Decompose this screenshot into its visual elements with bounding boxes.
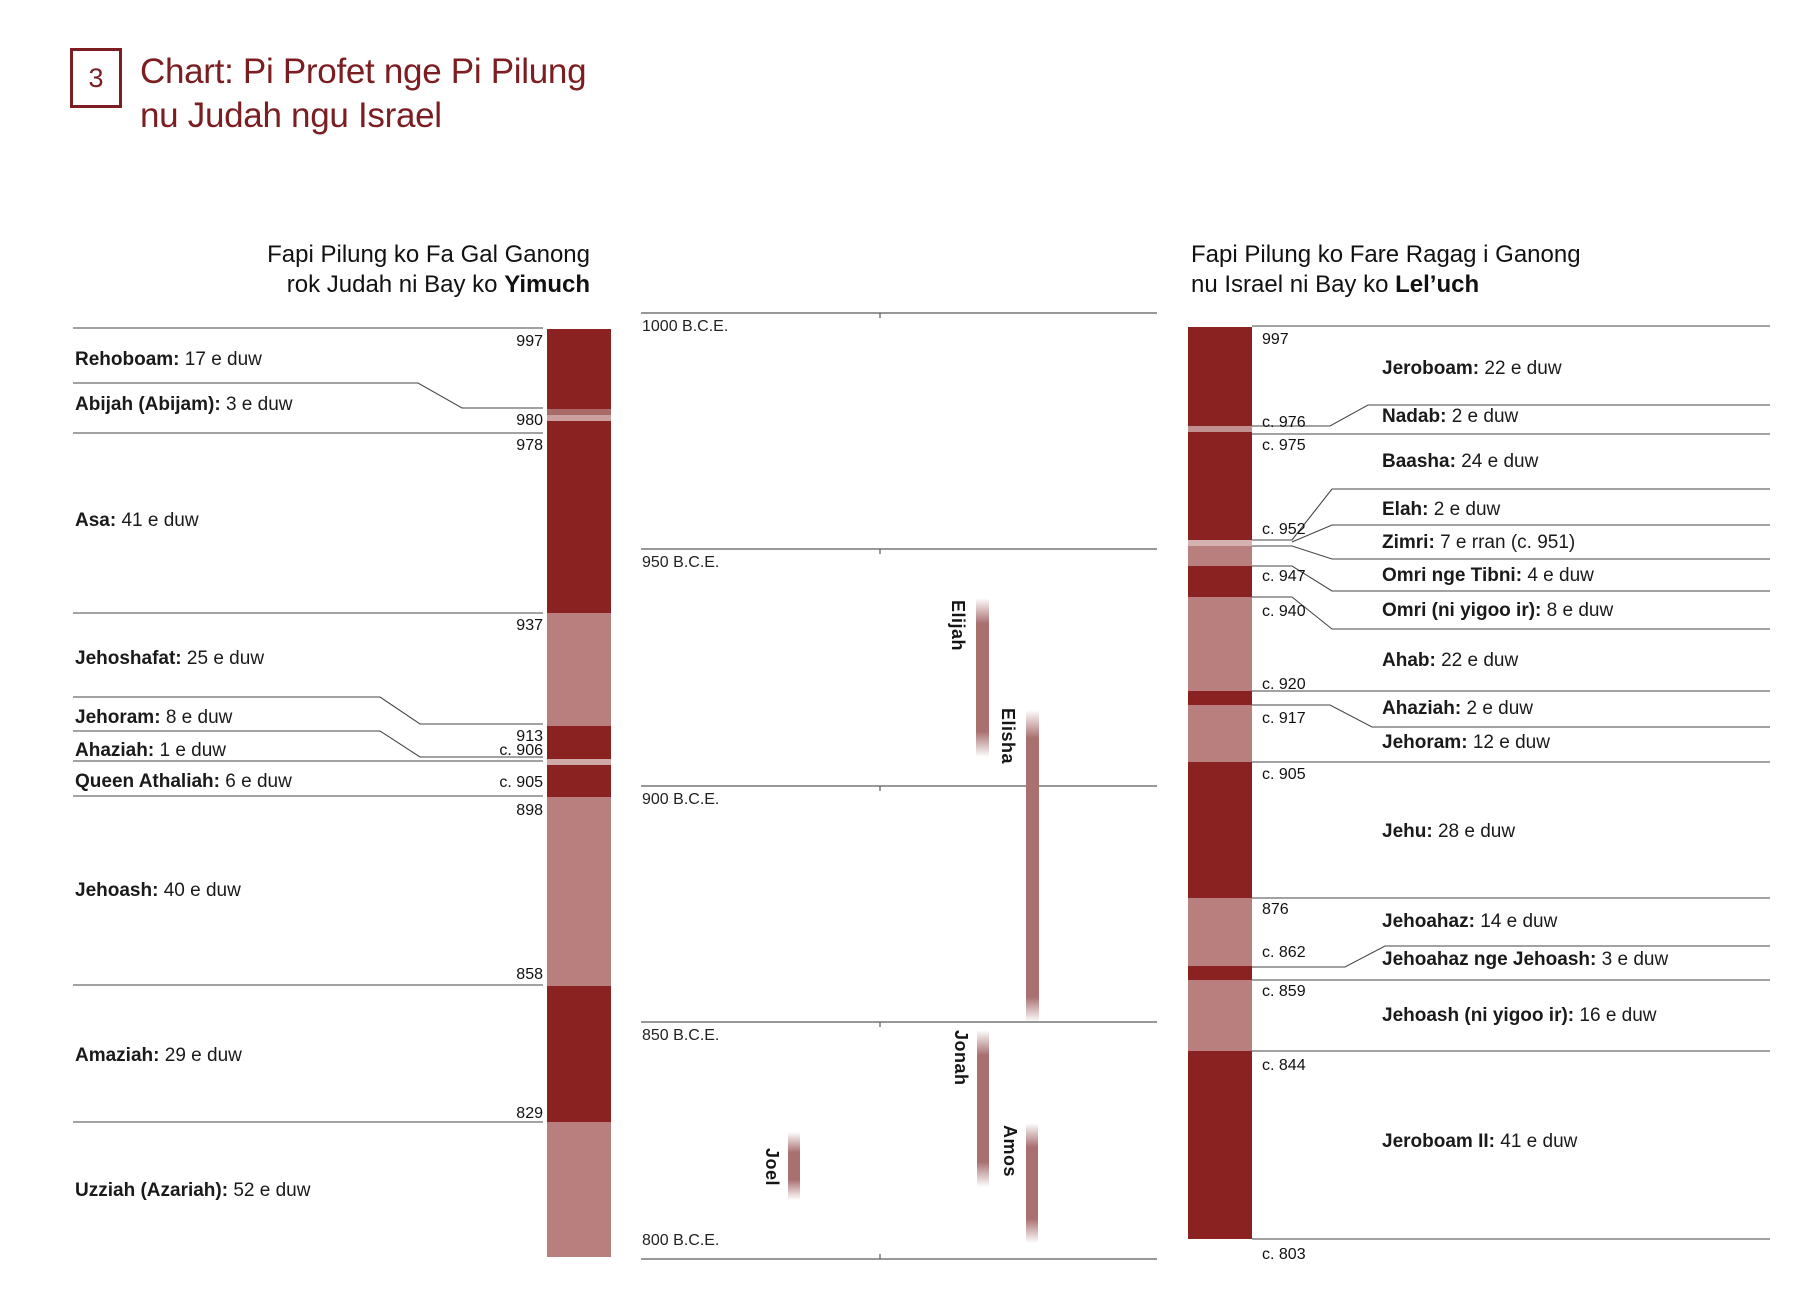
israel-king-nadab: Nadab: 2 e duw	[1382, 406, 1519, 427]
judah-band-rehoboam	[547, 329, 611, 409]
israel-year-952: c. 952	[1262, 521, 1306, 538]
israel-band-jeroboam	[1188, 327, 1252, 426]
judah-band-jehoshafat	[547, 613, 611, 726]
judah-year-905: c. 905	[499, 774, 543, 791]
judah-king-rehoboam: Rehoboam: 17 e duw	[75, 349, 262, 370]
judah-band-amaziah	[547, 986, 611, 1122]
prophet-bar-elijah	[976, 598, 989, 757]
israel-header-line1: Fapi Pilung ko Fare Ragag i Ganong	[1191, 241, 1581, 268]
judah-year-829: 829	[516, 1105, 543, 1122]
judah-year-858: 858	[516, 966, 543, 983]
israel-year-905: c. 905	[1262, 766, 1306, 783]
israel-year-975: c. 975	[1262, 437, 1306, 454]
prophet-label-amos: Amos	[1000, 1125, 1020, 1178]
timeline-label-1000: 1000 B.C.E.	[642, 318, 729, 335]
israel-king-omri-tibni: Omri nge Tibni: 4 e duw	[1382, 565, 1594, 586]
page-title-line1: Chart: Pi Profet nge Pi Pilung	[140, 52, 587, 91]
israel-band-omri-tibni	[1188, 546, 1252, 566]
israel-year-920: c. 920	[1262, 676, 1306, 693]
judah-band-jehoash	[547, 797, 611, 986]
timeline-rules	[641, 313, 1157, 1259]
israel-band-omri	[1188, 566, 1252, 597]
israel-band-jehoash	[1188, 980, 1252, 1051]
israel-year-844: c. 844	[1262, 1057, 1306, 1074]
israel-king-jeroboam: Jeroboam: 22 e duw	[1382, 358, 1562, 379]
judah-reign-bar	[547, 329, 611, 1257]
israel-year-862: c. 862	[1262, 944, 1306, 961]
judah-band-athaliah	[547, 765, 611, 797]
judah-header-line2: rok Judah ni Bay ko Yimuch	[286, 271, 590, 298]
timeline-label-850: 850 B.C.E.	[642, 1027, 720, 1044]
israel-king-jeroboam-ii: Jeroboam II: 41 e duw	[1382, 1131, 1578, 1152]
prophet-bar-amos	[1026, 1123, 1038, 1243]
prophet-bar-elisha	[1026, 710, 1039, 1022]
judah-band-jehoram	[547, 726, 611, 759]
israel-year-803: c. 803	[1262, 1246, 1306, 1263]
judah-king-asa: Asa: 41 e duw	[75, 510, 199, 531]
judah-year-997: 997	[516, 333, 543, 350]
judah-header-line1: Fapi Pilung ko Fa Gal Ganong	[267, 241, 590, 268]
israel-band-baasha	[1188, 432, 1252, 540]
israel-king-jehoahaz-nge-jehoash: Jehoahaz nge Jehoash: 3 e duw	[1382, 949, 1669, 970]
timeline-label-900: 900 B.C.E.	[642, 791, 720, 808]
israel-header-line2: nu Israel ni Bay ko Lel’uch	[1191, 271, 1480, 298]
judah-year-898: 898	[516, 802, 543, 819]
israel-band-ahaziah	[1188, 691, 1252, 705]
israel-king-jehoahaz: Jehoahaz: 14 e duw	[1382, 911, 1558, 932]
judah-band-asa	[547, 421, 611, 613]
israel-year-947: c. 947	[1262, 568, 1306, 585]
judah-year-906: c. 906	[499, 742, 543, 759]
israel-king-ahaziah: Ahaziah: 2 e duw	[1382, 698, 1534, 719]
prophet-bar-joel	[788, 1132, 800, 1200]
israel-band-ahab	[1188, 597, 1252, 691]
prophet-label-elisha: Elisha	[998, 708, 1018, 765]
judah-year-980: 980	[516, 412, 543, 429]
israel-year-976: c. 976	[1262, 414, 1306, 431]
israel-king-ahab: Ahab: 22 e duw	[1382, 650, 1519, 671]
israel-band-jeroboam-ii	[1188, 1051, 1252, 1239]
timeline-label-800: 800 B.C.E.	[642, 1232, 720, 1249]
israel-year-940: c. 940	[1262, 603, 1306, 620]
judah-king-ahaziah: Ahaziah: 1 e duw	[75, 740, 227, 761]
prophet-label-jonah: Jonah	[951, 1030, 971, 1086]
judah-year-913: 913	[516, 728, 543, 745]
judah-king-jehoshafat: Jehoshafat: 25 e duw	[75, 648, 265, 669]
judah-king-uzziah: Uzziah (Azariah): 52 e duw	[75, 1180, 311, 1201]
judah-king-jehoash: Jehoash: 40 e duw	[75, 880, 241, 901]
prophet-bar-jonah	[977, 1030, 989, 1187]
judah-king-abijah: Abijah (Abijam): 3 e duw	[75, 394, 293, 415]
israel-year-917: c. 917	[1262, 710, 1306, 727]
israel-king-jehoram: Jehoram: 12 e duw	[1382, 732, 1550, 753]
page-title-line2: nu Judah ngu Israel	[140, 96, 442, 135]
judah-king-athaliah: Queen Athaliah: 6 e duw	[75, 771, 292, 792]
israel-band-jehu	[1188, 762, 1252, 898]
judah-king-amaziah: Amaziah: 29 e duw	[75, 1045, 242, 1066]
israel-year-859: c. 859	[1262, 983, 1306, 1000]
israel-king-jehoash: Jehoash (ni yigoo ir): 16 e duw	[1382, 1005, 1657, 1026]
israel-band-jehoahaz	[1188, 898, 1252, 966]
judah-year-978: 978	[516, 437, 543, 454]
israel-king-jehu: Jehu: 28 e duw	[1382, 821, 1516, 842]
judah-year-937: 937	[516, 617, 543, 634]
israel-band-jehoram	[1188, 705, 1252, 762]
israel-king-omri: Omri (ni yigoo ir): 8 e duw	[1382, 600, 1614, 621]
israel-reign-bar	[1188, 327, 1252, 1239]
israel-year-876: 876	[1262, 901, 1289, 918]
prophet-label-joel: Joel	[762, 1148, 782, 1187]
israel-band-jehoahaz-nge-jehoash	[1188, 966, 1252, 980]
judah-king-jehoram: Jehoram: 8 e duw	[75, 707, 233, 728]
israel-king-zimri: Zimri: 7 e rran (c. 951)	[1382, 532, 1576, 553]
israel-king-baasha: Baasha: 24 e duw	[1382, 451, 1539, 472]
timeline-label-950: 950 B.C.E.	[642, 554, 720, 571]
judah-band-uzziah	[547, 1122, 611, 1257]
prophet-label-elijah: Elijah	[948, 600, 968, 652]
chart-number: 3	[88, 62, 104, 93]
israel-king-elah: Elah: 2 e duw	[1382, 499, 1501, 520]
israel-year-997: 997	[1262, 331, 1289, 348]
